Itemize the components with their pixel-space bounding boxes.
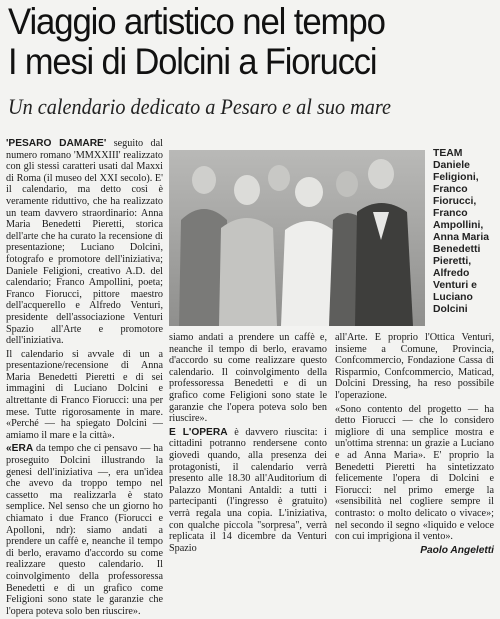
team-photo-image [169,150,425,326]
photo-caption [433,148,499,316]
paragraph-lead: «ERA [6,443,34,455]
paragraph-text: è davvero riuscita: i cittadini potranno rendersene conto giovedì quando, alla presenza dei protagonisti, il calendario verrà presento alle 18.30 all'Auditorium di Palazzo Montani Antaldi: a tutti i partecipanti (l'ingresso è gratuito) verrà regala una copia. L'iniziativa, con qualche piccola "sorpresa", verrà replicata il 14 dicembre da Venturi Spazio [169,426,328,554]
article-column-3 [335,332,494,558]
paragraph [169,332,327,425]
team-photo [169,150,425,326]
headline-line-1: Viaggio artistico nel tempo [8,1,385,42]
paragraph-text: «Sono contento del progetto — ha detto Fiorucci — che lo considero migliore di una semplice mostra e un'ottima strenna: un grazie a Luciano e ad Anna Maria». E' proprio la Benedetti Pieretti ha sintetizzato felicemente l'opera di Dolcini e Fiorucci: nel primo emerge la «sensibilità nel cogliere sempre il contrasto: o molto delicato o vivace»; nel secondo il segno «liquido e veloce con cui imprigiona il vento». [335,403,494,543]
paragraph-text: seguito dal numero romano 'MMXXIII' realizzato con gli stessi caratteri usati dal Maxxi di Roma (il museo del XXI secolo). E' il calendario, ma detto così è veramente riduttivo, che ha realizzato un team davvero straordinario: Anna Maria Benedetti Pieretti, storica dell'arte che ha curato la recensione di presentazione; Luciano Dolcini, fotografo e promotore dell'iniziativa; Daniele Feligioni, creativo A.D. del calendario; Franco Ampollini, poeta; Franco Fiorucci, pittore maestro dell'acquerello e Alfredo Venturi, presidente dell'associazione Venturi Spazio all'Arte e promotore dell'iniziativa. [6,138,163,347]
paragraph [335,332,494,402]
paragraph [169,427,327,555]
paragraph-lead: E L'OPERA [169,426,228,438]
paragraph-text: siamo andati a prendere un caffè e, neanche il tempo di berlo, eravamo d'accordo su come realizzare questo calendario. Il coinvolgimento della professoressa Benedetti e di un grafico come Feligioni sono state le garanzie che l'opera poteva solo ben riuscire». [169,332,327,425]
author-signature: Paolo Angeletti [420,544,494,556]
paragraph-text: all'Arte. E proprio l'Ottica Venturi, insieme a Comune, Provincia, Confcommercio, Fondazione Cassa di Risparmio, Confcommercio, Maticad, Dolcini Dressing, ha reso possibile l'operazione. [335,332,494,401]
caption-names: Daniele Feligioni, Franco Fiorucci, Franco Ampollini, Anna Maria Benedetti Pieretti, Alfredo Venturi e Luciano Dolcini [433,160,490,315]
article-column-2 [169,332,327,556]
paragraph [335,404,494,543]
paragraph [6,138,163,347]
paragraph-lead: 'PESARO DAMARE' [6,138,107,149]
paragraph [6,443,163,617]
subheadline: Un calendario dedicato a Pesaro e al suo mare [8,94,392,119]
headline-line-2: I mesi di Dolcini a Fiorucci [8,41,377,82]
paragraph [6,349,163,442]
paragraph-text: Il calendario si avvale di un a presentazione/recensione di Anna Maria Benedetti Pieretti e di sei immagini di Luciano Dolcini e altrettante di Franco Fiorucci: una per mese. Tutte rigorosamente in mare. «Perché — ha spiegato Dolcini — amiamo il mare e la città». [6,348,163,441]
paragraph-text: da tempo che ci pensavo — ha proseguito Dolcini illustrando la genesi dell'iniziativa —, era un'idea che avevo da troppo tempo nel cassetto ma realizzarla è stato semplice. Nel senso che un giorno ho chiamato i due Franco (Fiorucci e Apolloni, ndr): siamo andati a prendere un caffè e, neanche il tempo di berlo, eravamo d'accordo su come realizzare questo calendario. Il coinvolgimento della professoressa Benedetti e di un grafico come Feligioni sono state le garanzie che l'opera poteva solo ben riuscire». [6,443,163,617]
article-column-1 [6,138,163,619]
caption-tag: TEAM [433,148,463,159]
